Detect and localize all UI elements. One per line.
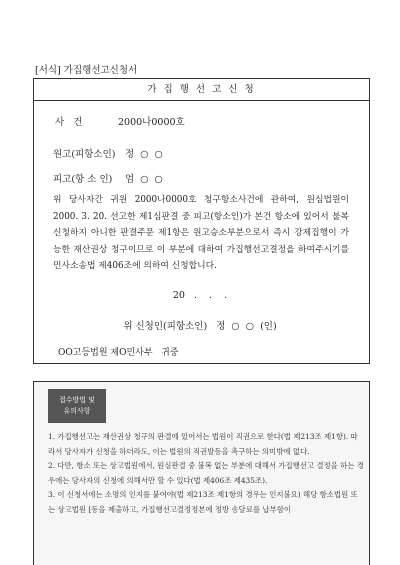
plaintiff-label: 원고(피항소인) xyxy=(53,149,116,160)
notes-badge xyxy=(48,389,106,423)
document-title: 가 집 행 선 고 신 청 xyxy=(34,79,369,101)
case-number: 2000나0000호 xyxy=(118,117,185,128)
notes-list xyxy=(48,430,364,517)
note-item: 3. 이 신청서에는 소명의 인지를 붙여야(법 제213조 제1항의 경우는 인지불요) 해당 항소법원 또는 상고법원 [동을 제출하고, 가집행선고결정정본에 정방 송달료를 납부함이 xyxy=(48,490,358,514)
court-addressee: OO고등법원 제O민사부 귀중 xyxy=(58,348,179,358)
notes-section xyxy=(33,381,370,565)
plaintiff-name: 정 ○ ○ xyxy=(125,149,163,160)
case-label: 사 건 xyxy=(55,117,83,128)
form-label: [서식] 가집행선고신청서 xyxy=(35,65,138,76)
applicant-signature: 위 신청인(피항소인) 정 ○ ○ (인) xyxy=(123,321,277,332)
defendant-label: 피고(항 소 인) xyxy=(53,174,113,185)
note-item: 1. 가집행선고는 재산권상 청구의 판결에 있어서는 법원이 직권으로 한다(법 제213조 제1항). 따라서 당사자가 신청을 하더라도, 이는 법원의 직권발동을 촉구하는 의미밖에 없다. xyxy=(48,432,358,456)
application-body: 위 당사자간 귀원 2000나0000호 청구항소사건에 관하여, 원심법원이 2000. 3. 20. 선고한 제1심판결 중 피고(항소인)가 본건 항소에 있어서 불복 신청하지 아니한 판결주문 제1항은 원고승소부분으로서 즉시 강제집행이 가능한 재산권상 청구이므로 이 부분에 대하여 가집행선고결정을 하여주시기를 민사소송법 제406조에 의하여 신청합니다. xyxy=(53,195,349,271)
defendant-name: 엄 ○ ○ xyxy=(125,174,163,185)
badge-line-1: 접수방법 및 xyxy=(58,396,96,404)
badge-line-2: 유의사항 xyxy=(63,407,91,415)
note-item: 2. 다만, 항소 또는 상고법원에서, 원심판결 중 불복 없는 부분에 대해서 가집행선고 결정을 하는 경우에는 당사자의 신청에 의해서만 할 수 있다(법 제406조 제435조). xyxy=(48,461,364,485)
date-line: 20 . . . xyxy=(172,290,228,301)
